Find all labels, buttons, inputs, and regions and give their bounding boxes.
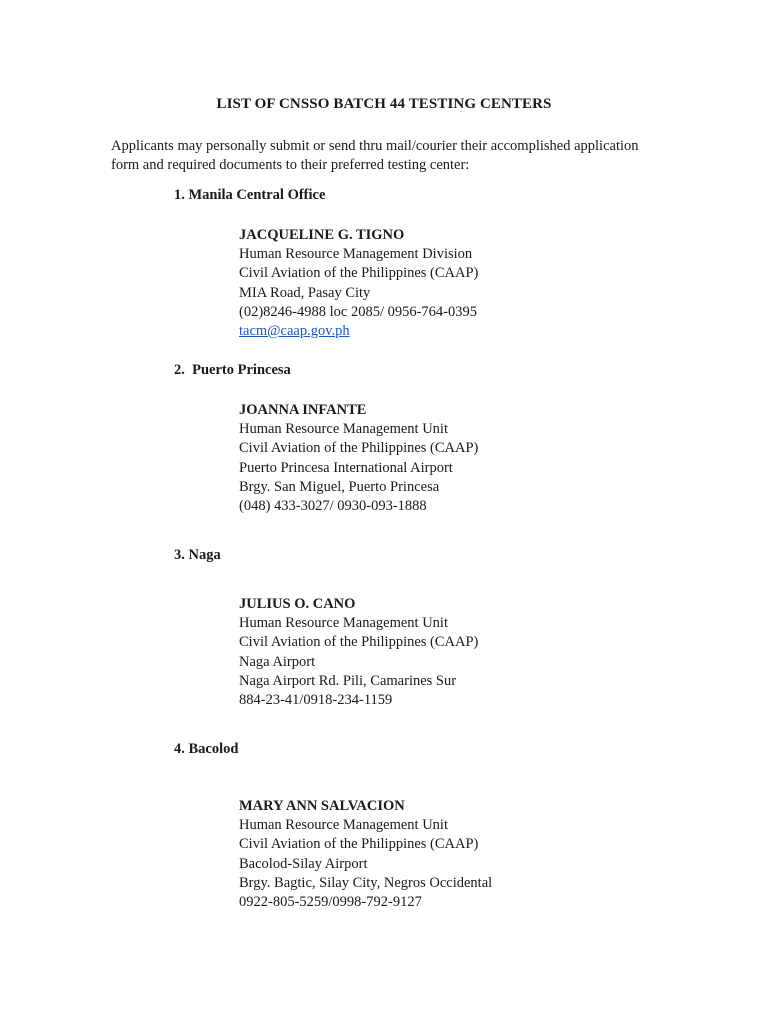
center-heading-3 — [174, 547, 221, 564]
contact-block-3 — [239, 595, 478, 710]
contact-name: JACQUELINE G. TIGNO — [239, 227, 405, 243]
center-number: 3. — [174, 547, 185, 563]
contact-line: 0922-805-5259/0998-792-9127 — [239, 894, 422, 911]
contact-block-2 — [239, 401, 478, 516]
contact-name: MARY ANN SALVACION — [239, 798, 405, 814]
contact-line: Brgy. San Miguel, Puerto Princesa — [239, 478, 440, 495]
contact-line: Naga Airport — [239, 653, 316, 670]
contact-line: Civil Aviation of the Philippines (CAAP) — [239, 440, 479, 457]
contact-name: JULIUS O. CANO — [239, 596, 356, 612]
contact-line: Human Resource Management Unit — [239, 615, 448, 632]
contact-line: (02)8246-4988 loc 2085/ 0956-764-0395 — [239, 303, 478, 320]
contact-line: Puerto Princesa International Airport — [239, 459, 453, 476]
center-location: Puerto Princesa — [192, 362, 291, 378]
contact-block-4 — [239, 797, 492, 912]
contact-line: MIA Road, Pasay City — [239, 284, 371, 301]
contact-line: Bacolod-Silay Airport — [239, 855, 368, 872]
center-number: 4. — [174, 741, 185, 757]
contact-line: Human Resource Management Division — [239, 246, 473, 263]
contact-line: Civil Aviation of the Philippines (CAAP) — [239, 836, 479, 853]
center-location: Naga — [188, 547, 221, 563]
contact-line: Naga Airport Rd. Pili, Camarines Sur — [239, 672, 457, 689]
contact-block-1 — [239, 226, 478, 341]
intro-paragraph — [111, 137, 671, 174]
center-number: 2. — [174, 362, 185, 378]
center-location: Manila Central Office — [188, 187, 326, 203]
center-heading-1 — [174, 187, 325, 204]
intro-line-1: Applicants may personally submit or send thru mail/courier their accomplished application — [111, 138, 639, 154]
intro-line-2: form and required documents to their preferred testing center: — [111, 156, 470, 173]
center-number: 1. — [174, 187, 185, 203]
contact-line: Human Resource Management Unit — [239, 817, 448, 834]
contact-name: JOANNA INFANTE — [239, 402, 367, 418]
email-link[interactable]: tacm@caap.gov.ph — [239, 323, 350, 340]
contact-line: 884-23-41/0918-234-1159 — [239, 692, 393, 709]
contact-line: Civil Aviation of the Philippines (CAAP) — [239, 634, 479, 651]
contact-line: (048) 433-3027/ 0930-093-1888 — [239, 498, 427, 515]
contact-line: Human Resource Management Unit — [239, 421, 448, 438]
contact-line: Brgy. Bagtic, Silay City, Negros Occidental — [239, 874, 493, 891]
page-title: LIST OF CNSSO BATCH 44 TESTING CENTERS — [216, 96, 552, 112]
center-location: Bacolod — [188, 741, 239, 757]
contact-line: Civil Aviation of the Philippines (CAAP) — [239, 265, 479, 282]
center-heading-2 — [174, 362, 291, 379]
center-heading-4 — [174, 741, 238, 758]
